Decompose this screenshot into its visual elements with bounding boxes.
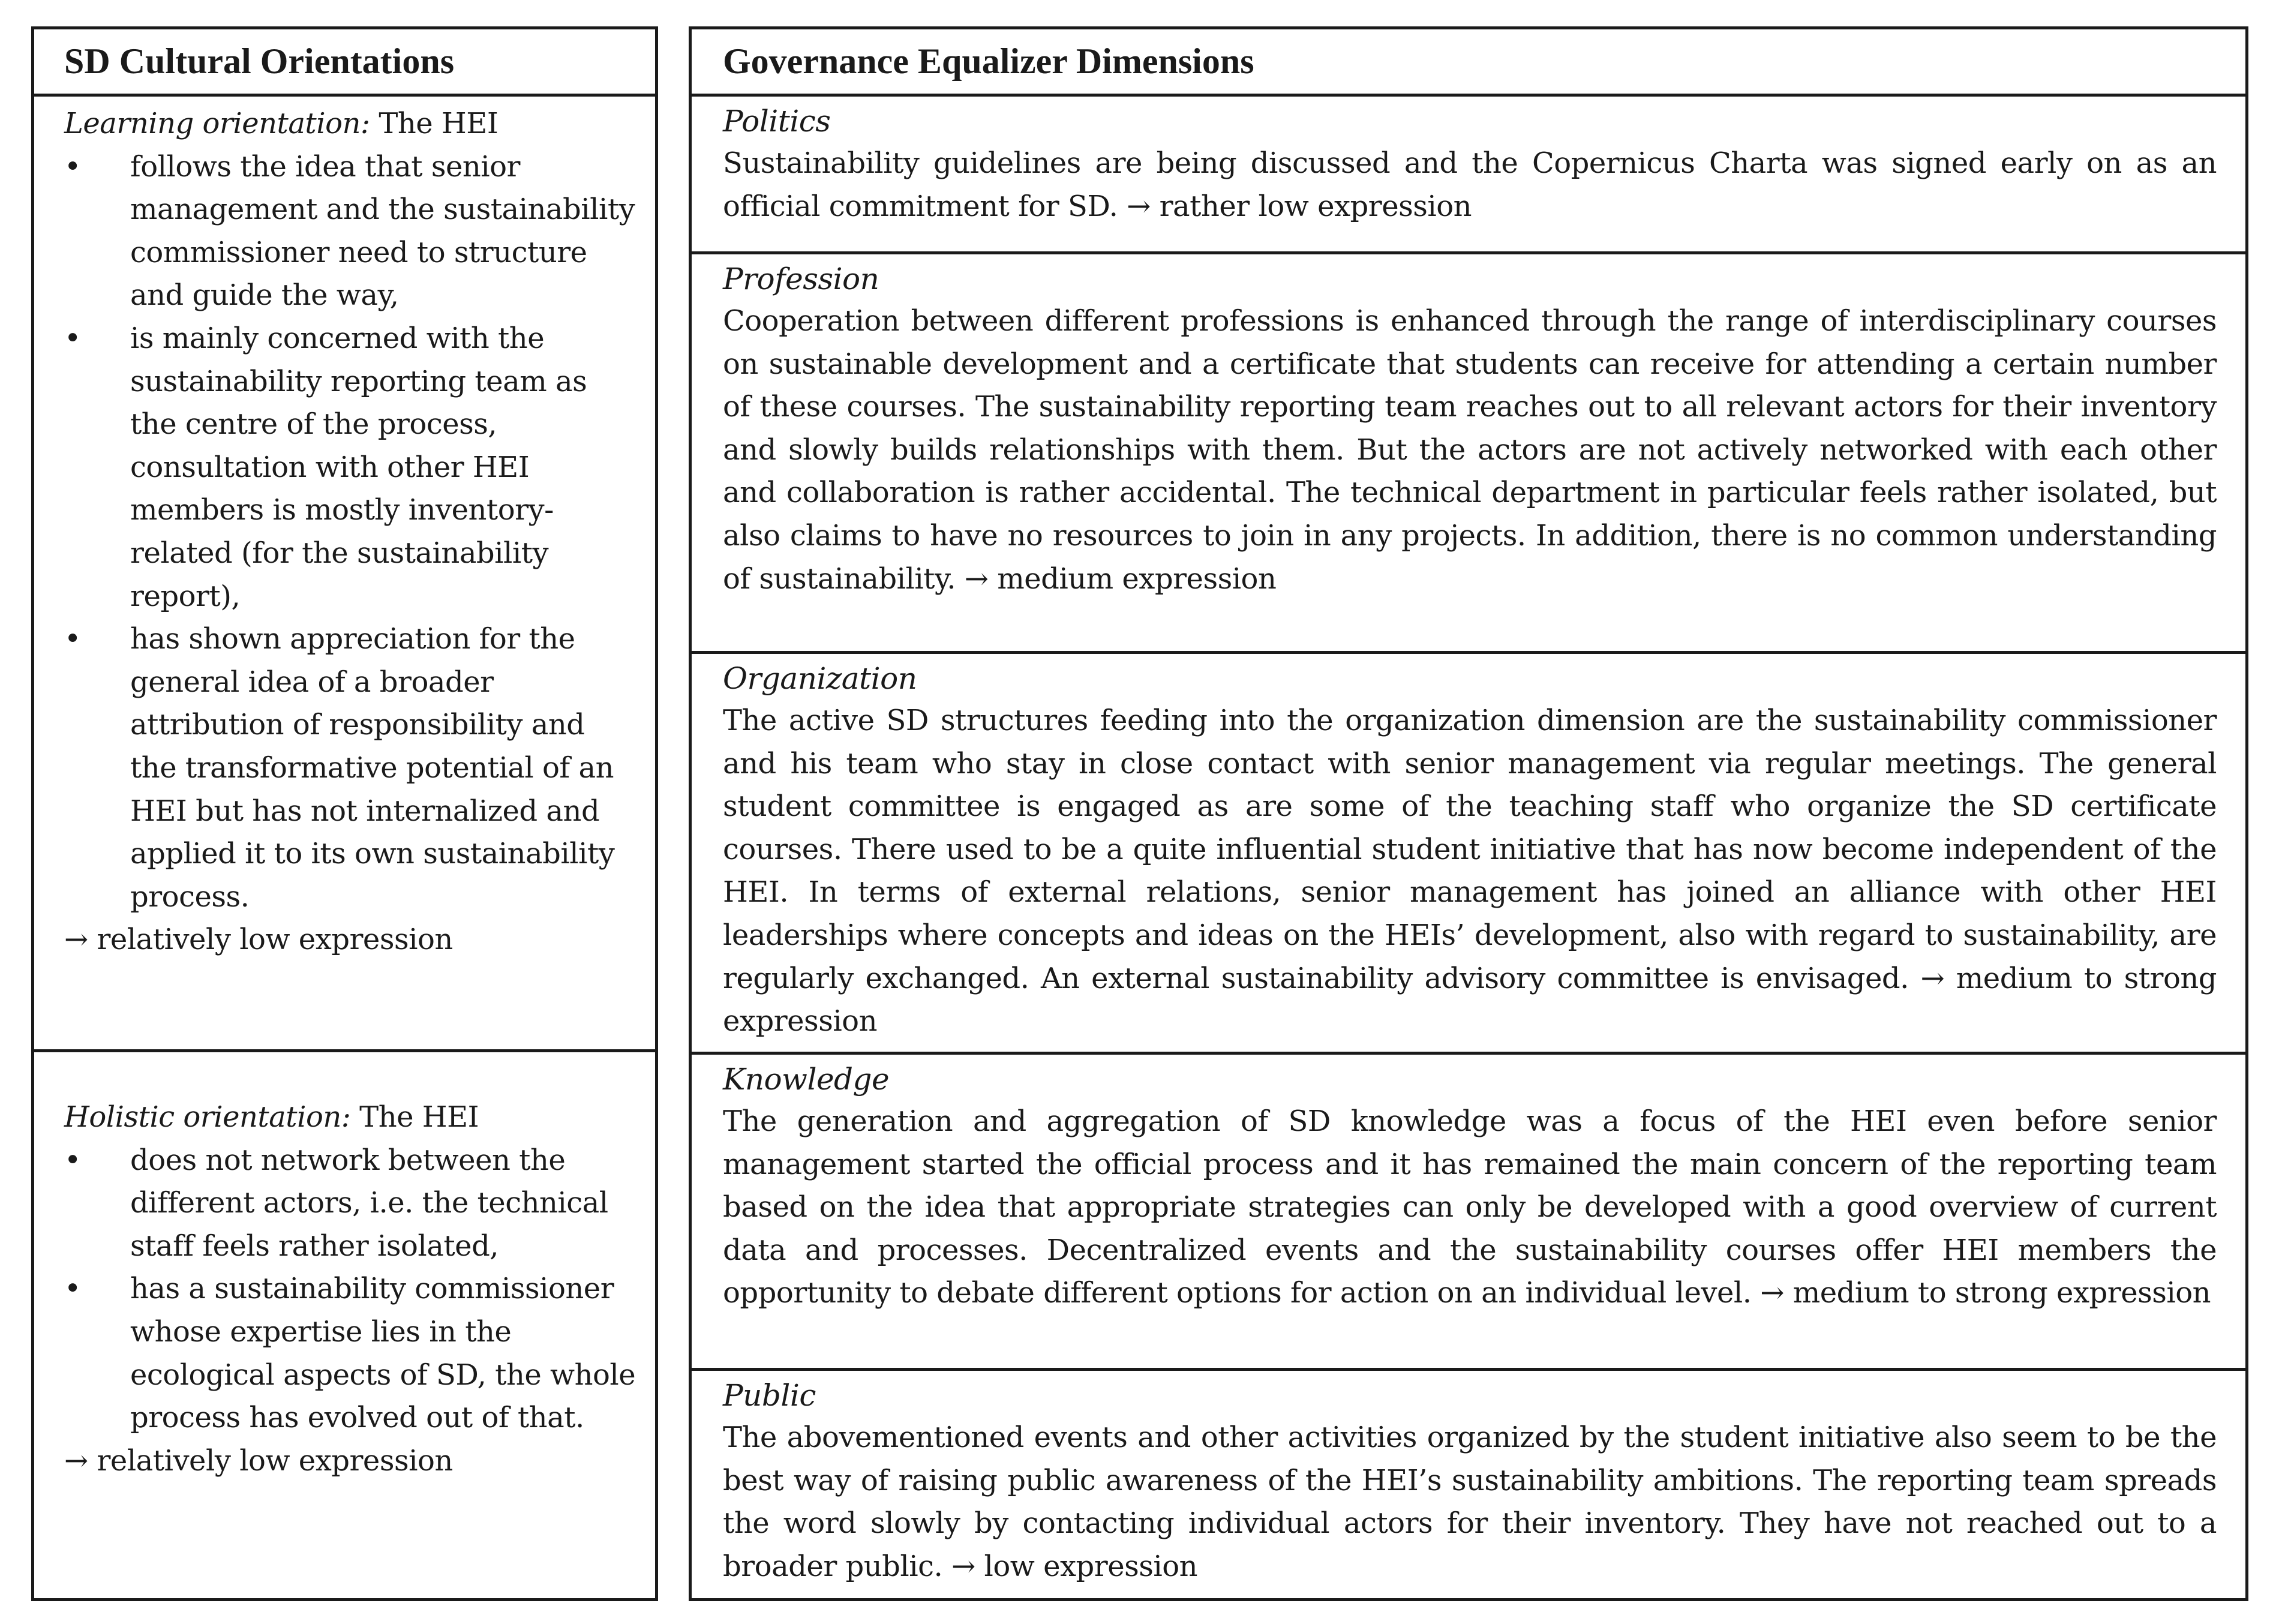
dimension-profession xyxy=(692,254,2245,654)
list-item-text: has shown appreciation for the general idea of a broader attribution of responsibility and the transformative potential of an HEI but has not internalized and applied it to its own sustainability process. xyxy=(130,622,615,914)
bullet-icon: • xyxy=(64,1143,81,1177)
dimension-public xyxy=(692,1371,2245,1602)
dimension-label: Profession xyxy=(723,262,879,296)
dimension-label: Public xyxy=(723,1378,816,1413)
holistic-orientation-subject: The HEI xyxy=(350,1100,479,1134)
list-item xyxy=(64,1268,637,1439)
list-item-text: follows the idea that senior management and the sustainability commissioner need to structure and guide the way, xyxy=(130,149,635,313)
governance-equalizer-panel xyxy=(689,26,2248,1601)
learning-orientation-cell xyxy=(34,97,655,1052)
dimension-knowledge xyxy=(692,1055,2245,1371)
list-item xyxy=(64,146,637,317)
holistic-orientation-label: Holistic orientation: xyxy=(64,1100,351,1134)
dimension-label: Knowledge xyxy=(723,1062,890,1097)
dimension-text: Cooperation between different professions is enhanced through the range of interdisciplinary courses on sustainable development and a certificate that students can receive for attending a certain number of these courses. The sustainability reporting team reaches out to all relevant actors for their inventory and slowly builds relationships with them. But the actors are not actively networked with each other and collaboration is rather accidental. The technical department in particular feels rather isolated, but also claims to have no resources to join in any projects. In addition, there is no common understanding of sustainability. → medium expression xyxy=(723,304,2217,596)
bullet-icon: • xyxy=(64,149,81,184)
holistic-orientation-result: → relatively low expression xyxy=(64,1443,453,1478)
bullet-icon: • xyxy=(64,1272,81,1306)
list-item-text: is mainly concerned with the sustainability reporting team as the centre of the process, consultation with other HEI members is mostly inventory-related (for the sustainability report), xyxy=(130,321,587,613)
right-panel-header: Governance Equalizer Dimensions xyxy=(692,29,2245,97)
list-item xyxy=(64,618,637,918)
sd-cultural-orientations-panel xyxy=(31,26,658,1601)
learning-orientation-heading xyxy=(64,103,637,146)
learning-orientation-result: → relatively low expression xyxy=(64,923,453,957)
list-item-text: has a sustainability commissioner whose expertise lies in the ecological aspects of SD, the whole process has evolved out of that. xyxy=(130,1272,636,1435)
dimension-text: The generation and aggregation of SD knowledge was a focus of the HEI even before senior management started the official process and it has remained the main concern of the reporting team based on the idea that appropriate strategies can only be developed with a good overview of current data and processes. Decentralized events and the sustainability courses offer HEI members the opportunity to debate different options for action on an individual level. → medium to strong expression xyxy=(723,1104,2217,1310)
dimension-label: Politics xyxy=(723,104,831,139)
list-item xyxy=(64,317,637,618)
holistic-orientation-heading xyxy=(64,1096,637,1139)
dimension-label: Organization xyxy=(723,661,917,696)
dimension-text: Sustainability guidelines are being discussed and the Copernicus Charta was signed early on as an official commitment for SD. → rather low expression xyxy=(723,146,2217,223)
dimension-text: The active SD structures feeding into the organization dimension are the sustainability commissioner and his team who stay in close contact with senior management via regular meetings. The general student committee is engaged as are some of the teaching staff who organize the SD certificate courses. There used to be a quite influential student initiative that has now become independent of the HEI. In terms of external relations, senior management has joined an alliance with other HEI leaderships where concepts and ideas on the HEIs’ development, also with regard to sustainability, are regularly exchanged. An external sustainability advisory committee is envisaged. → medium to strong expression xyxy=(723,704,2217,1038)
list-item xyxy=(64,1139,637,1268)
dimension-text: The abovementioned events and other activities organized by the student initiative also seem to be the best way of raising public awareness of the HEI’s sustainability ambitions. The reporting team spreads the word slowly by contacting individual actors for their inventory. They have not reached out to a broader public. → low expression xyxy=(723,1421,2217,1583)
bullet-icon: • xyxy=(64,622,81,656)
learning-orientation-label: Learning orientation: xyxy=(64,107,370,140)
holistic-orientation-cell xyxy=(34,1052,655,1482)
dimension-organization xyxy=(692,654,2245,1055)
list-item-text: does not network between the different actors, i.e. the technical staff feels rather isolated, xyxy=(130,1143,608,1263)
bullet-icon: • xyxy=(64,321,81,355)
left-panel-header: SD Cultural Orientations xyxy=(34,29,655,97)
dimension-politics xyxy=(692,97,2245,254)
learning-orientation-subject: The HEI xyxy=(370,107,499,140)
